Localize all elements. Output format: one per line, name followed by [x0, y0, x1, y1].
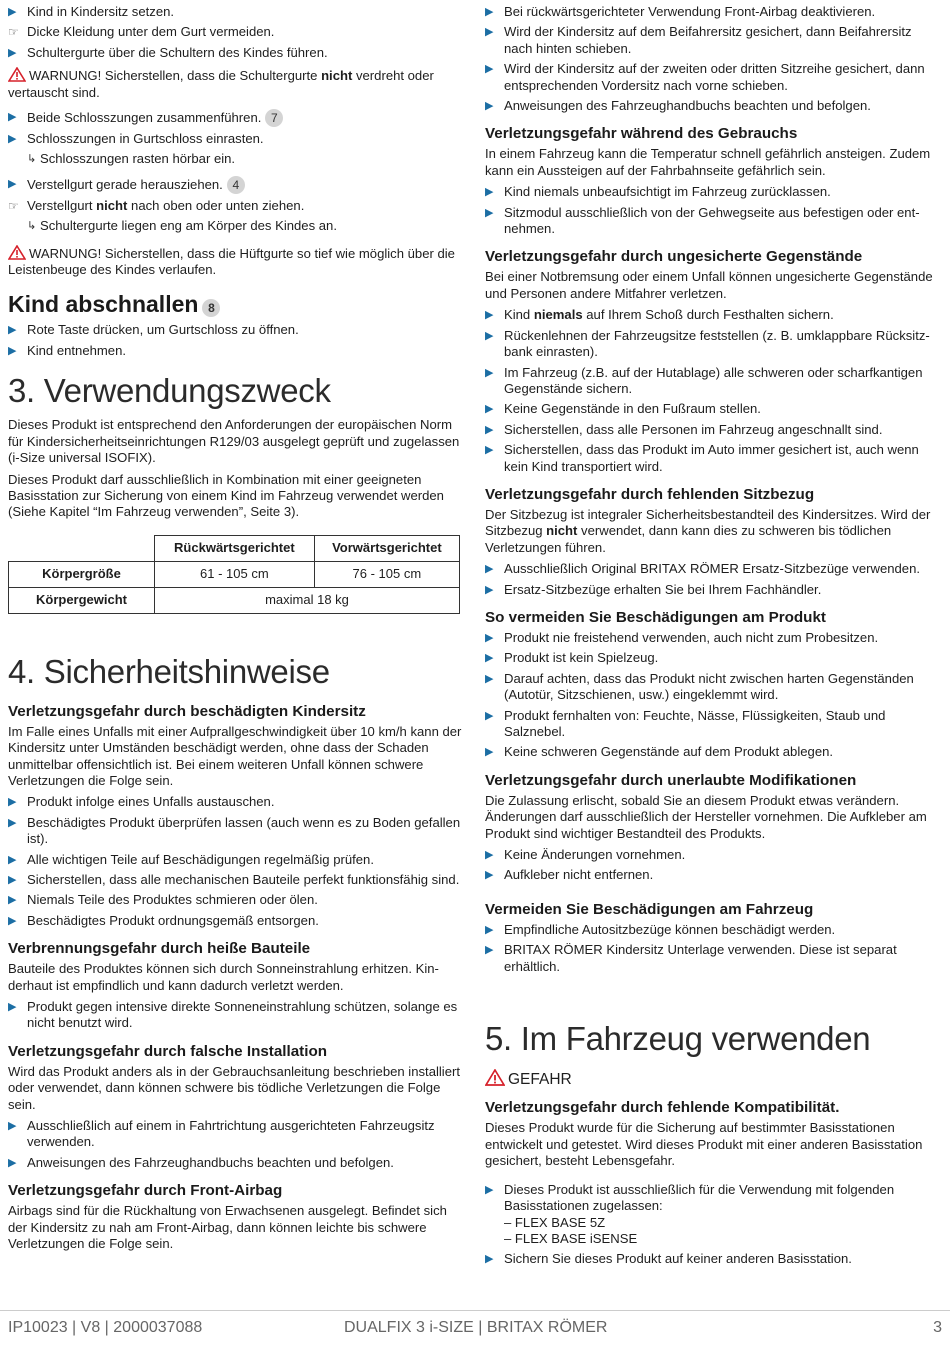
paragraph: In einem Fahrzeug kann die Temperatur schnell gefährlich ansteigen. Zudem kann ein Aussteigen auf der Fahrbahnseite gefährlich sein. [485, 146, 931, 178]
section-heading: Verletzungsgefahr durch Front-Airbag [8, 1182, 283, 1200]
play-arrow-icon: ▶ [485, 1253, 494, 1266]
warning-shoulder-belts: WARNUNG! Sicherstellen, dass die Schultergurte nicht verdreht oder vertauscht sind. [8, 68, 434, 100]
result-arrow-icon: ↳ [27, 153, 37, 166]
play-arrow-icon: ▶ [485, 944, 494, 957]
step-join-tongues: ▶ Beide Schlosszungen zusammenführen. 7 [8, 109, 466, 127]
play-arrow-icon: ▶ [485, 100, 494, 113]
result-tight-belts: ↳ Schultergurte liegen eng am Körper des Kindes an. [27, 218, 337, 234]
play-arrow-icon: ▶ [8, 111, 17, 124]
play-arrow-icon: ▶ [8, 853, 17, 866]
page-number: 3 [933, 1319, 942, 1336]
pointing-hand-icon: ☞ [8, 25, 19, 40]
list-item: ▶ Niemals Teile des Produktes schmieren oder ölen. [8, 892, 318, 908]
play-arrow-icon: ▶ [8, 133, 17, 146]
table-row-label: Körpergröße [9, 561, 155, 587]
list-item: ▶ Aufkleber nicht entfernen. [485, 867, 654, 883]
table-cell: 61 - 105 cm [155, 561, 315, 587]
list-item: ▶ Sichern Sie dieses Produkt auf keiner anderen Basisstation. [485, 1251, 852, 1267]
play-arrow-icon: ▶ [485, 366, 494, 379]
play-arrow-icon: ▶ [8, 46, 17, 59]
pointing-hand-icon: ☞ [8, 198, 19, 213]
play-arrow-icon: ▶ [8, 894, 17, 907]
section-heading: Verletzungsgefahr durch beschädigten Kindersitz [8, 702, 366, 720]
play-arrow-icon: ▶ [485, 444, 494, 457]
list-item: ▶ Sicherstellen, dass das Produkt im Auto immer gesichert ist, auch wenn kein Kind transportiert wird. [485, 442, 919, 474]
footer-product: DUALFIX 3 i-SIZE | BRITAX RÖMER [344, 1319, 608, 1336]
section-heading: Verletzungsgefahr während des Gebrauchs [485, 125, 798, 143]
play-arrow-icon: ▶ [8, 1120, 17, 1133]
list-item: ▶ Dieses Produkt ist ausschließlich für die Verwendung mit folgenden Basisstationen zugelassen: – FLEX BASE 5Z – FLEX BASE iSENSE [485, 1181, 895, 1246]
table-header: Vorwärtsgerichtet [314, 535, 459, 561]
paragraph: Wird das Produkt anders als in der Gebrauchsanleitung beschrieben installiert oder verwendet, dann können schwere bis tödliche Verletzungen die Folge sein. [8, 1063, 460, 1112]
play-arrow-icon: ▶ [485, 309, 494, 322]
play-arrow-icon: ▶ [485, 869, 494, 882]
play-arrow-icon: ▶ [8, 177, 17, 190]
result-arrow-icon: ↳ [27, 220, 37, 233]
play-arrow-icon: ▶ [8, 1156, 17, 1169]
list-item: ▶ Alle wichtigen Teile auf Beschädigungen regelmäßig prüfen. [8, 851, 374, 867]
list-item: ▶ Bei rückwärtsgerichteter Verwendung Front-Airbag deaktivieren. [485, 4, 876, 19]
table-corner [9, 535, 155, 561]
section-heading: Verbrennungsgefahr durch heiße Bauteile [8, 940, 311, 958]
list-item: ▶ Produkt infolge eines Unfalls austauschen. [8, 794, 275, 810]
list-item: ▶ Beschädigtes Produkt überprüfen lassen (auch wenn es zu Boden gefallen ist). [8, 814, 461, 847]
paragraph: Der Sitzbezug ist integraler Sicherheitsbestandteil des Kindersitzes. Wird der Sitzbezug nicht verwendet, dann kann dies zu schweren bis tödlichen Verletzungen führen. [485, 506, 931, 555]
hint-thick-clothing: ☞ Dicke Kleidung unter dem Gurt vermeiden. [8, 24, 275, 40]
list-item: ▶ Wird der Kindersitz auf dem Beifahrersitz gesichert, dann Beifahrersitz nach hinten schieben. [485, 24, 912, 56]
play-arrow-icon: ▶ [485, 672, 494, 685]
chapter-title-4: 4. Sicherheitshinweise [8, 652, 330, 690]
danger-label: GEFAHR [485, 1069, 943, 1088]
paragraph: Dieses Produkt wurde für die Sicherung auf bestimmter Basisstationen entwickelt und getestet. Wird dieses Produkt mit einer anderen Basisstation gesichert, besteht Lebensgefahr. [485, 1120, 923, 1169]
paragraph: Im Falle eines Unfalls mit einer Aufprallgeschwindigkeit über 10 km/h kann der Kindersitz unter Umständen beschädigt werden, ohne dass der Schaden unmittelbar offensichtlich ist. Bei einem weiteren Unfall können schwere Verletzungen die Folge sein. [8, 723, 462, 788]
size-table [8, 535, 460, 614]
list-item: ▶ Anweisungen des Fahrzeughandbuchs beachten und befolgen. [485, 98, 871, 114]
figure-number-badge: 4 [227, 176, 245, 194]
step-remove-child: ▶ Kind entnehmen. [8, 342, 127, 358]
list-item: ▶ Sitzmodul ausschließlich von der Gehwegseite aus befestigen oder entnehmen. [485, 204, 920, 237]
play-arrow-icon: ▶ [8, 1001, 17, 1013]
warning-hip-belts: WARNUNG! Sicherstellen, dass die Hüftgurte so tief wie möglich über die Leistenbeuge des Kindes verlaufen. [8, 245, 455, 278]
step-sit-child: ▶ Kind in Kindersitz setzen. [8, 4, 175, 19]
play-arrow-icon: ▶ [485, 186, 494, 199]
list-item: ▶ Keine Änderungen vornehmen. [485, 847, 686, 863]
step-press-red-button: ▶ Rote Taste drücken, um Gurtschloss zu öffnen. [8, 322, 299, 338]
list-item: ▶ Sicherstellen, dass alle Personen im Fahrzeug angeschnallt sind. [485, 421, 883, 437]
play-arrow-icon: ▶ [485, 849, 494, 862]
section-heading: Verletzungsgefahr durch fehlende Kompatibilität. [485, 1099, 840, 1117]
section-heading: Verletzungsgefahr durch fehlenden Sitzbezug [485, 485, 815, 503]
table-row-label: Körpergewicht [9, 587, 155, 613]
play-arrow-icon: ▶ [485, 6, 494, 18]
list-item: ▶ Ersatz-Sitzbezüge erhalten Sie bei Ihrem Fachhändler. [485, 581, 822, 597]
list-item: ▶ Anweisungen des Fahrzeughandbuchs beachten und befolgen. [8, 1154, 394, 1170]
play-arrow-icon: ▶ [485, 631, 494, 644]
play-arrow-icon: ▶ [8, 324, 17, 337]
warning-triangle-icon [8, 67, 26, 82]
play-arrow-icon: ▶ [485, 709, 494, 722]
list-item: ▶ Beschädigtes Produkt ordnungsgemäß entsorgen. [8, 912, 319, 928]
table-row [9, 587, 460, 613]
play-arrow-icon: ▶ [485, 652, 494, 665]
table-cell: 76 - 105 cm [314, 561, 459, 587]
footer-divider [0, 1310, 950, 1311]
hint-adjuster-direction: ☞ Verstellgurt nicht nach oben oder unten ziehen. [8, 197, 305, 213]
step-engage-buckle: ▶ Schlosszungen in Gurtschloss einrasten. [8, 131, 264, 147]
paragraph: Bei einer Notbremsung oder einem Unfall können ungesicherte Gegenstände und Personen andere Mitfahrer verletzen. [485, 269, 933, 301]
list-item: ▶ Ausschließlich auf einem in Fahrtrichtung ausgerichteten Fahrzeugsitz verwenden. [8, 1118, 435, 1150]
paragraph: Airbags sind für die Rückhaltung von Erwachsenen ausgelegt. Befindet sich der Kindersitz zu nah am Front-Airbag, dann können leichte bis schwere Verletzungen die Folge sein. [8, 1203, 447, 1252]
section-heading: Vermeiden Sie Beschädigungen am Fahrzeug [485, 900, 814, 918]
list-item: ▶ Sicherstellen, dass alle mechanischen Bauteile perfekt funktionsfähig sind. [8, 871, 460, 887]
play-arrow-icon: ▶ [485, 63, 494, 76]
list-item: ▶ Darauf achten, dass das Produkt nicht zwischen harten Gegenständen (Autotür, Sitzschienen, usw.) eingeklemmt wird. [485, 670, 914, 703]
base-flex-5z: – FLEX BASE 5Z [504, 1214, 606, 1230]
play-arrow-icon: ▶ [485, 563, 494, 576]
table-cell: maximal 18 kg [155, 587, 460, 613]
table-header: Rückwärtsgerichtet [155, 535, 315, 561]
step-pull-adjuster: ▶ Verstellgurt gerade herausziehen. 4 [8, 176, 466, 194]
paragraph: Dieses Produkt ist entsprechend den Anforderungen der europäischen Norm für Kindersicherheitseinrichtungen R129/03 ausgelegt geprüft und zugelassen (i-Size universal ISOFIX). [8, 417, 460, 466]
table-row [9, 561, 460, 587]
play-arrow-icon: ▶ [8, 6, 17, 18]
list-item: ▶ Keine Gegenstände in den Fußraum stellen. [485, 401, 761, 417]
list-item: ▶ Im Fahrzeug (z.B. auf der Hutablage) alle schweren oder scharfkantigen Gegenstände sichern. [485, 364, 923, 396]
warning-triangle-icon [485, 1069, 505, 1086]
figure-number-badge: 7 [265, 109, 283, 127]
list-item: ▶ Empfindliche Autositzbezüge können beschädigt werden. [485, 921, 836, 937]
play-arrow-icon: ▶ [8, 914, 17, 927]
play-arrow-icon: ▶ [485, 1183, 494, 1196]
section-heading: Verletzungsgefahr durch falsche Installation [8, 1042, 328, 1060]
list-item: ▶ Produkt ist kein Spielzeug. [485, 650, 659, 666]
list-item: ▶ Rückenlehnen der Fahrzeugsitze feststellen (z. B. umklappbare Rücksitzbank einrasten). [485, 327, 930, 360]
play-arrow-icon: ▶ [485, 329, 494, 342]
list-item: ▶ Produkt gegen intensive direkte Sonneneinstrahlung schützen, solange es nicht benutzt wird. [8, 999, 458, 1031]
play-arrow-icon: ▶ [8, 796, 17, 809]
play-arrow-icon: ▶ [8, 873, 17, 886]
list-item: ▶ Kind niemals unbeaufsichtigt im Fahrzeug zurücklassen. [485, 184, 831, 200]
list-item: ▶ Produkt fernhalten von: Feuchte, Nässe, Flüssigkeiten, Staub und Salznebel. [485, 707, 886, 739]
step-shoulder-belts: ▶ Schultergurte über die Schultern des Kindes führen. [8, 44, 328, 60]
paragraph: Bauteile des Produktes können sich durch Sonneinstrahlung erhitzen. Kinderhaut ist empfindlich und kann dadurch verletzt werden. [8, 961, 439, 993]
list-item: ▶ BRITAX RÖMER Kindersitz Unterlage verwenden. Diese ist separat erhältlich. [485, 942, 897, 974]
list-item: ▶ Kind niemals auf Ihrem Schoß durch Festhalten sichern. [485, 307, 834, 323]
base-flex-isense: – FLEX BASE iSENSE [504, 1230, 638, 1246]
play-arrow-icon: ▶ [485, 746, 494, 759]
chapter-title-3: 3. Verwendungszweck [8, 372, 331, 410]
play-arrow-icon: ▶ [8, 344, 17, 357]
footer-doc-id: IP10023 | V8 | 2000037088 [8, 1319, 203, 1336]
section-title-unbuckle: Kind abschnallen 8 [8, 290, 466, 318]
paragraph: Die Zulassung erlischt, sobald Sie an diesem Produkt etwas verändern. Änderungen darf ausschließlich der Hersteller vornehmen. Die Aufkleber am Produkt sind wichtiger Bestandteil des Produkts. [485, 792, 927, 841]
warning-triangle-icon [8, 245, 26, 260]
result-click: ↳ Schlosszungen rasten hörbar ein. [27, 151, 236, 167]
chapter-title-5: 5. Im Fahrzeug verwenden [485, 1020, 871, 1058]
list-item: ▶ Produkt nie freistehend verwenden, auch nicht zum Probesitzen. [485, 629, 879, 645]
section-heading: So vermeiden Sie Beschädigungen am Produkt [485, 608, 826, 626]
play-arrow-icon: ▶ [485, 403, 494, 416]
list-item: ▶ Keine schweren Gegenstände auf dem Produkt ablegen. [485, 744, 834, 760]
table-header-row [9, 535, 460, 561]
play-arrow-icon: ▶ [8, 816, 17, 829]
figure-number-badge: 8 [202, 299, 220, 317]
play-arrow-icon: ▶ [485, 206, 494, 219]
play-arrow-icon: ▶ [485, 26, 494, 39]
list-item: ▶ Wird der Kindersitz auf der zweiten oder dritten Sitzreihe gesichert, dann entsprechenden Vordersitz nach vorne schieben. [485, 61, 925, 93]
section-heading: Verletzungsgefahr durch ungesicherte Gegenstände [485, 248, 863, 266]
left-column [8, 4, 466, 1257]
play-arrow-icon: ▶ [485, 923, 494, 936]
play-arrow-icon: ▶ [485, 583, 494, 596]
right-column [485, 4, 943, 1272]
paragraph: Dieses Produkt darf ausschließlich in Kombination mit einer geeigneten Basisstation zur Sicherung von einem Kind im Fahrzeug verwendet werden (Siehe Kapitel “Im Fahrzeug verwenden”, Seite 3). [8, 471, 444, 520]
section-heading: Verletzungsgefahr durch unerlaubte Modifikationen [485, 771, 857, 789]
list-item: ▶ Ausschließlich Original BRITAX RÖMER Ersatz-Sitzbezüge verwenden. [485, 561, 920, 577]
play-arrow-icon: ▶ [485, 423, 494, 436]
